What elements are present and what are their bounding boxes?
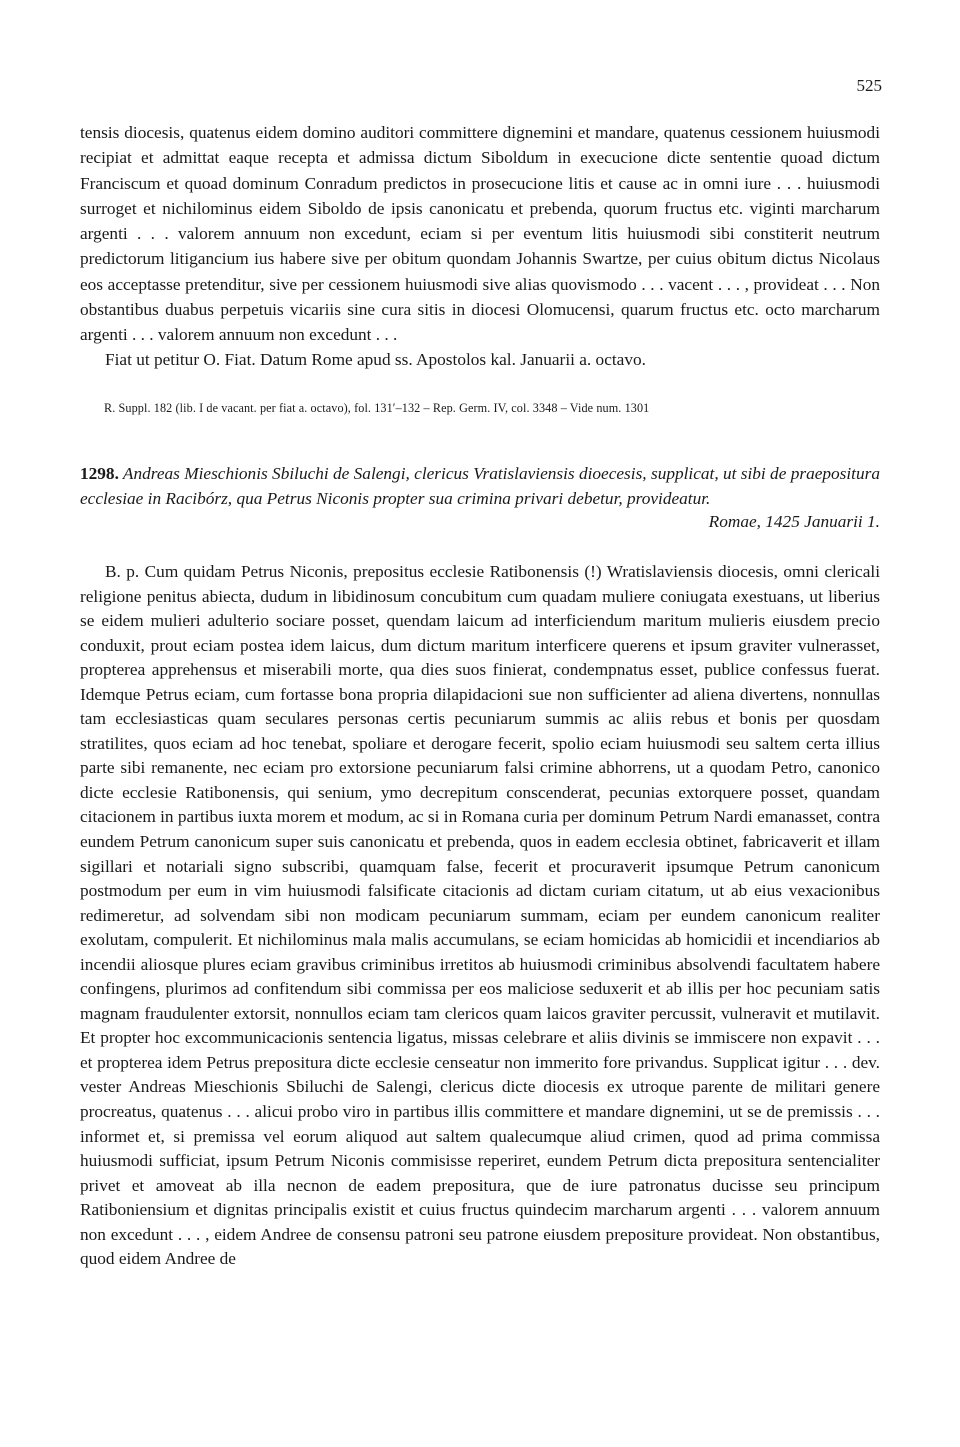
entry-body-text: B. p. Cum quidam Petrus Niconis, prepositus ecclesie Ratibonensis (!) Wratislaviensis diocesis, omni clericali religione penitus abiecta, dudum in libidinosum concubitum cum quadam muliere coniugata exestuans, ut liberius se eidem mulieri adulterio sociare posset, quendam laicum ad interficiendum maritum mulieris eiusdem precio conduxit, prout eciam postea idem laicus, dum dictum maritum interficere querens et ipsum graviter vulnerasset, propterea apprehensus et miserabili morte, qua dies suos finierat, condempnatus esset, publice confessus fuerat. Idemque Petrus eciam, cum fortasse bona propria dilapidacioni sue non sufficienter ad aliena divertens, nonnullas tam ecclesiasticas quam seculares personas certis pecuniarum summis ac aliis rebus et bonis per quosdam stratilites, quos eciam ad hoc tenebat, spoliare et derogare fecerit, spolio eciam huiusmodi seu saltem certa illius parte sibi remanente, nec eciam pro extorsione pecuniarum falsi crimine abhorrens, ut a quodam Petro, canonico dicte ecclesie Ratibonensis, qui senium, ymo decrepitum conscenderat, pecunias extorquere posset, quandam citacionem in partibus iuxta morem et modum, ac si in Romana curia per dominum Petrum Nardi emanasset, contra eundem Petrum canonicum super suis canonicatu et prebenda, quos in eadem ecclesia obtinet, fabricaverit et illam sigillari et notariali signo subscribi, quamquam false, fecerit et procuraverit ipsumque Petrum canonicum postmodum per eum in vim huiusmodi falsificate citacionis ad dictam curiam citatum, ut ab eius vexacionibus redimeretur, ad solvendam sibi non modicam pecuniarum summam, eciam per eundem canonicum realiter exolutam, compulerit. Et nichilominus mala malis accumulans, se eciam homicidas ab homicidii et incendiarios ab incendii aliosque plures eciam gravibus criminibus irretitos ab huiusmodi criminibus absolvendi facultatem habere confingens, plurimos ad confitendum sibi commissa per eos maliciose seduxerit et ab illis per hoc pecuniam satis magnam fraudulenter extorsit, nonnullos eciam tam clericos quam laicos graviter percussit, vulneravit et mutilavit. Et propter hoc excommunicacionis sentencia ligatus, missas celebrare et aliis divinis se immiscere non expavit . . . et propterea idem Petrus prepositura dicte ecclesie censeatur non immerito fore privandus. Supplicat igitur . . . dev. vester Andreas Mieschionis Sbiluchi de Salengi, clericus dicte diocesis ex utroque parente de militari genere procreatus, quatenus . . . alicui probo viro in partibus illis committere et mandare dignemini, ut se de premissis . . . informet et, si premissa vel eorum aliquod aut saltem qualecumque aliud crimen, quod ad prima commissa huiusmodi sufficiat, ipsum Petrum Niconis commisisse reperiret, eundem Petrum dicta prepositura sentencialiter privet et amoveat ab illa necnon de eadem prepositura, que de iure patronatus ducisse seu principum Ratiboniensium et dignitas principalis existit et cuius fructus quindecim marcharum argenti . . . valorem annuum non excedunt . . . , eidem Andree de consensu patroni seu patrone eiusdem prepositure provideat. Non obstantibus, quod eidem Andree de [80, 562, 881, 1269]
entry-number: 1298. [80, 464, 119, 483]
entry-date: Romae, 1425 Januarii 1. [708, 512, 880, 531]
entry-summary: Andreas Mieschionis Sbiluchi de Salengi, clericus Vratislaviensis dioecesis, supplicat, ut sibi de praepositura ecclesiae in Racibórz, qua Petrus Niconis propter sua crimina privari debetur, provideatur. [80, 464, 880, 508]
source-note: R. Suppl. 182 (lib. I de vacant. per fiat a. octavo), fol. 131′–132 – Rep. Germ. IV, col. 3348 – Vide num. 1301 [104, 401, 650, 415]
page-number: 525 [856, 76, 882, 95]
entry-regest [80, 461, 880, 511]
fiat-line: Fiat ut petitur O. Fiat. Datum Rome apud ss. Apostolos kal. Januarii a. octavo. [105, 350, 646, 369]
continuation-paragraph: tensis diocesis, quatenus eidem domino auditori committere dignemini et mandare, quatenus cessionem huiusmodi recipiat et admittat eaque recepta et admissa dictum Siboldum in execucione dicte sententie quoad dictum Franciscum et quoad dominum Conradum predictos in prosecucione litis et cause ac in omni iure . . . huiusmodi surroget et nichilominus eidem Siboldo de ipsis canonicatu et prebenda, quorum fructus etc. viginti marcharum argenti . . . valorem annuum non excedunt, eciam si per eventum litis huiusmodi sibi constiterit neutrum predictorum litigancium ius habere sive per obitum quondam Johannis Swartze, per cuius obitum dictus Nicolaus eos acceptasse pretenditur, sive per cessionem huiusmodi sive alias quovismodo . . . vacent . . . , provideat . . . Non obstantibus duabus perpetuis vicariis sine cura sitis in diocesi Olomucensi, quarum fructus etc. octo marcharum argenti . . . valorem annuum non excedunt . . . [80, 123, 880, 345]
